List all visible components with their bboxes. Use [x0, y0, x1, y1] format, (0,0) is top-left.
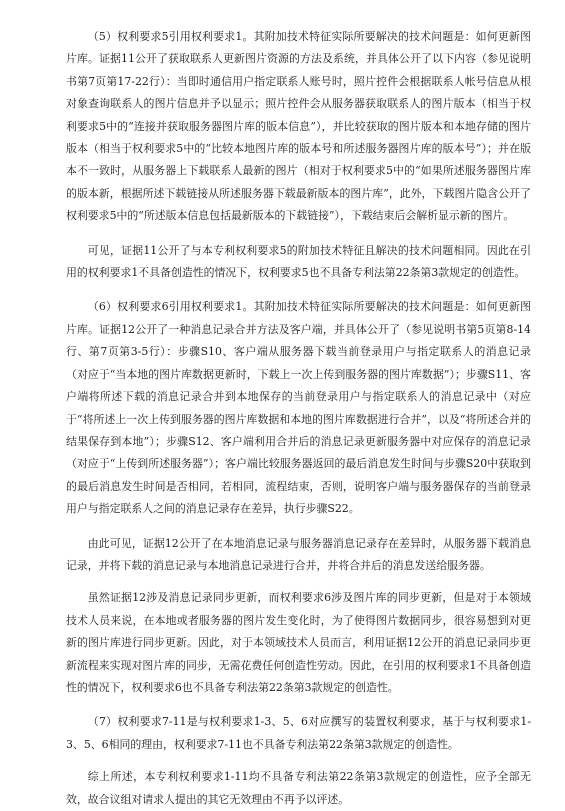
- paragraph-claim-5-analysis: （5）权利要求5引用权利要求1。其附加技术特征实际所要解决的技术问题是：如何更新图片库。证据11公开了获取联系人更新图片资源的方法及系统，并具体公开了以下内容（参见说明书第7页第17-22行）：当即时通信用户指定联系人账号时，照片控件会根据联系人帐号信息从根对象查询联系人的图片信息并予以显示；照片控件会从服务器获取联系人的图片版本（相当于权利要求5中的“连接并获取服务器图片库的版本信息”），并比较获取的图片版本和本地存储的图片版本（相当于权利要求5中的“比较本地图片库的版本号和所述服务器图片库的版本号”）；并在版本不一致时，从服务器上下载联系人最新的图片（相对于权利要求5中的“如果所述服务器图片库的版本新，根据所述下载链接从所述服务器下载最新版本的图片库”，此外，下载图片隐含公开了权利要求5中的“所述版本信息包括最新版本的下载链接”），下载结束后会解析显示新的图片。: [66, 30, 531, 223]
- paragraph-claim-6-conclusion: 虽然证据12涉及消息记录同步更新，而权利要求6涉及图片库的同步更新，但是对于本领域技术人员来说，在本地或者服务器的图片发生变化时，为了使得图片数据同步，很容易想到对更新的图片库进行同步更新。因此，对于本领域技术人员而言，利用证据12公开的消息记录同步更新流程来实现对图片库的同步，无需花费任何创造性劳动。因此，在引用的权利要求1不具备创造性的情况下，权利要求6也不具备专利法第22条第3款规定的创造性。: [66, 591, 531, 694]
- paragraph-evidence-12-summary: 由此可见，证据12公开了在本地消息记录与服务器消息记录存在差异时，从服务器下载消息记录，并将下载的消息记录与本地消息记录进行合并，并将合并后的消息发送给服务器。: [66, 536, 531, 572]
- paragraph-claims-7-11: （7）权利要求7-11是与权利要求1-3、5、6对应撰写的装置权利要求，基于与权利要求1-3、5、6相同的理由，权利要求7-11也不具备专利法第22条第3款规定的创造性。: [66, 715, 531, 751]
- paragraph-claim-5-conclusion: 可见，证据11公开了与本专利权利要求5的附加技术特征且解决的技术问题相同。因此在引用的权利要求1不具备创造性的情况下，权利要求5也不具备专利法第22条第3款规定的创造性。: [66, 243, 531, 280]
- paragraph-final-conclusion: 综上所述，本专利权利要求1-11均不具备专利法第22条第3款规定的创造性，应予全部无效，故合议组对请求人提出的其它无效理由不再予以评述。: [66, 770, 531, 806]
- paragraph-claim-6-analysis: （6）权利要求6引用权利要求1。其附加技术特征实际所要解决的技术问题是：如何更新图片库。证据12公开了一种消息记录合并方法及客户端，并具体公开了（参见说明书第5页第8-14行、第7页第3-5行）：步骤S10、客户端从服务器下载当前登录用户与指定联系人的消息记录（对应于“当本地的图片库数据更新时，下载上一次上传到服务器的图片库数据”）；步骤S11、客户端将所述下载的消息记录合并到本地保存的当前登录用户与指定联系人的消息记录中（对应于“将所述上一次上传到服务器的图片库数据和本地的图片库数据进行合并”，以及“将所述合并的结果保存到本地”）；步骤S12、客户端利用合并后的消息记录更新服务器中对应保存的消息记录（对应于“上传到所述服务器”）；客户端比较服务器返回的最后消息发生时间与步骤S20中获取到的最后消息发生时间是否相同，若相同，流程结束，否则，说明客户端与服务器保存的当前登录用户与指定联系人之间的消息记录存在差异，执行步骤S22。: [66, 300, 531, 516]
